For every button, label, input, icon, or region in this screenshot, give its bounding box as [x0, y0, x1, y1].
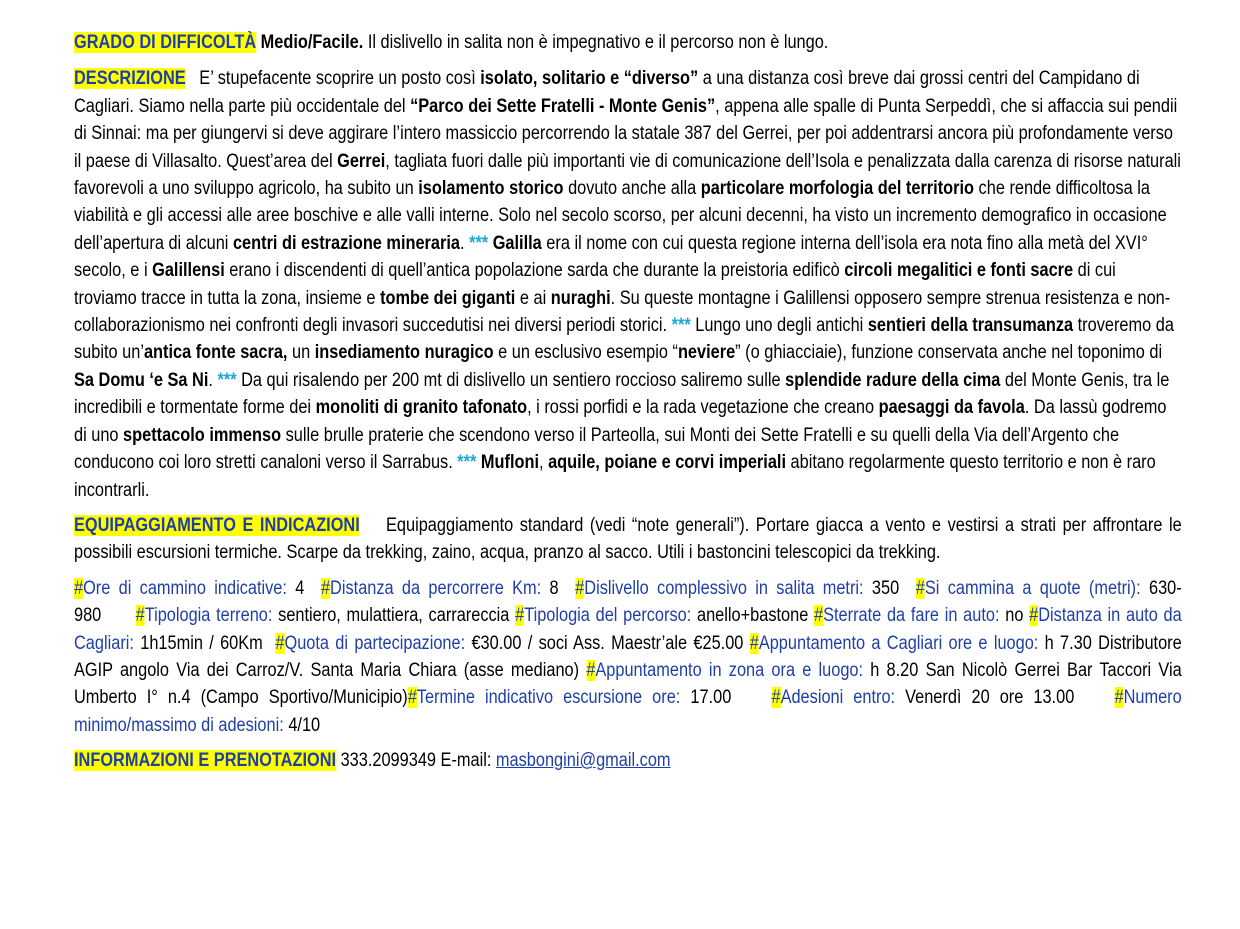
detail-value: sentiero, mulattiera, carrareccia: [272, 605, 510, 627]
description-bold: “Parco dei Sette Fratelli - Monte Genis”: [410, 95, 716, 117]
detail-value: 8: [541, 577, 559, 599]
description-text: e ai: [515, 287, 551, 309]
section-separator-stars: ***: [671, 315, 691, 337]
hash-marker: #: [586, 659, 596, 681]
description-text: abitano regolarmente questo territorio e non è raro incontrarli.: [74, 452, 1156, 501]
detail-item: #Distanza in auto da Cagliari: 1h15min / 60Km: [74, 605, 1182, 654]
hash-marker: #: [135, 605, 145, 627]
description-bold: nuraghi: [550, 287, 611, 309]
section-separator-stars: ***: [457, 452, 477, 474]
description-text: del Monte Genis, tra le incredibili e tormentate forme dei: [74, 369, 1170, 419]
description-text: un: [287, 342, 315, 364]
detail-label: Tipologia terreno: [144, 605, 268, 627]
hash-marker: #: [1029, 605, 1039, 627]
detail-value: h 8.20 San Nicolò Gerrei Bar Taccori Via Umberto I° n.4 (Campo Sportivo/Municipio): [74, 659, 1182, 709]
detail-label: Si cammina a quote (metri): [924, 577, 1137, 599]
description-text: era il nome con cui questa regione interna dell’isola era nota fino alla metà del XVI° secolo, e i: [74, 232, 1148, 282]
description-section: [74, 65, 1182, 504]
detail-label: Distanza da percorrere Km: [330, 577, 537, 599]
detail-value: 630-980: [74, 577, 1182, 627]
detail-label: Adesioni entro: [780, 687, 891, 709]
description-bold: Galillensi: [152, 260, 225, 282]
equipment-section: [74, 512, 1182, 567]
detail-item: #Appuntamento in zona ora e luogo: h 8.20 San Nicolò Gerrei Bar Taccori Via Umberto I° n.4 (Campo Sportivo/Municipio): [74, 659, 1182, 709]
description-bold: Gerrei: [337, 150, 386, 172]
description-bold: Mufloni: [480, 452, 539, 474]
section-separator-stars: ***: [217, 369, 237, 391]
description-bold: Galilla: [492, 232, 542, 254]
detail-label: Dislivello complessivo in salita metri: [584, 577, 860, 599]
description-bold: aquile, poiane e corvi imperiali: [548, 452, 786, 474]
detail-item: #Tipologia terreno: sentiero, mulattiera, carrareccia: [135, 605, 510, 627]
detail-label: Tipologia del percorso: [524, 605, 687, 627]
detail-label: Numero minimo/massimo di adesioni: [74, 687, 1182, 736]
detail-label: Distanza in auto da Cagliari: [74, 605, 1182, 654]
description-bold: circoli megalitici e fonti sacre: [844, 260, 1074, 282]
detail-label: Appuntamento a Cagliari ore e luogo: [758, 632, 1034, 654]
detail-item: #Si cammina a quote (metri): 630-980: [74, 577, 1182, 627]
hash-marker: #: [407, 687, 417, 709]
hash-marker: #: [320, 577, 331, 599]
description-text: che rende difficoltosa la viabilità e gli accessi alle aree boschive e alle valli interne. Solo nel secolo scorso, per alcuni decenni, ha visto un incremento demografico in occasione dell’apertura di alcuni: [74, 178, 1167, 254]
description-text: .: [460, 232, 470, 254]
document-page: [74, 29, 1182, 785]
hash-marker: #: [814, 605, 824, 627]
hash-marker: #: [1114, 687, 1124, 709]
detail-label: Quota di partecipazione: [284, 632, 461, 654]
detail-item: #Adesioni entro: Venerdì 20 ore 13.00: [771, 687, 1075, 709]
detail-value: anello+bastone: [691, 605, 809, 627]
hash-marker: #: [515, 605, 525, 627]
detail-value: 17.00: [680, 687, 732, 709]
detail-value: 4/10: [283, 714, 321, 736]
difficulty-section: [74, 29, 1182, 56]
equipment-heading: EQUIPAGGIAMENTO E INDICAZIONI: [74, 514, 360, 536]
detail-item: #Tipologia del percorso: anello+bastone: [515, 605, 809, 627]
description-text: . Da lassù godremo di uno: [74, 397, 1167, 446]
difficulty-heading: GRADO DI DIFFICOLTÀ: [74, 32, 257, 53]
description-text: a una distanza così breve dai grossi centri del Campidano di Cagliari. Siamo nella parte più occidentale del: [74, 68, 1140, 117]
description-heading: DESCRIZIONE: [74, 68, 186, 90]
description-text: E’ stupefacente scoprire un posto così: [199, 68, 481, 90]
description-bold: antica fonte sacra,: [143, 342, 288, 364]
description-text: dovuto anche alla: [563, 178, 701, 200]
description-text: Da qui risalendo per 200 mt di dislivello un sentiero roccioso saliremo sulle: [236, 369, 786, 391]
description-bold: monoliti di granito tafonato: [315, 397, 528, 419]
detail-label: Appuntamento in zona ora e luogo: [595, 659, 859, 681]
detail-item: #Dislivello complessivo in salita metri: 350: [575, 577, 900, 599]
description-text: e un esclusivo esempio “: [493, 342, 678, 364]
detail-item: #Sterrate da fare in auto: no: [814, 605, 1024, 627]
hash-marker: #: [915, 577, 925, 599]
trip-details-section: [74, 575, 1182, 739]
detail-item: #Numero minimo/massimo di adesioni: 4/10: [74, 687, 1182, 736]
description-bold: neviere: [677, 342, 736, 364]
description-bold: isolato, solitario e “diverso”: [480, 68, 699, 90]
detail-item: #Termine indicativo escursione ore: 17.00: [407, 687, 732, 709]
detail-value: €30.00 / soci Ass. Maestr’ale €25.00: [465, 632, 744, 654]
detail-label: Ore di cammino indicative: [83, 577, 283, 599]
detail-label: Termine indicativo escursione ore: [416, 687, 676, 709]
email-link[interactable]: masbongini@gmail.com: [495, 750, 671, 772]
hash-marker: #: [771, 687, 781, 709]
detail-value: 4: [286, 577, 305, 599]
description-bold: spettacolo immenso: [123, 424, 282, 446]
detail-value: 1h15min / 60Km: [133, 632, 263, 654]
section-separator-stars: ***: [469, 232, 489, 254]
info-heading: INFORMAZIONI E PRENOTAZIONI: [74, 750, 337, 772]
hash-marker: #: [575, 577, 585, 599]
description-bold: splendide radure della cima: [785, 369, 1001, 391]
detail-item: #Appuntamento a Cagliari ore e luogo: h 7.30 Distributore AGIP angolo Via dei Carroz/V. Santa Maria Chiara (asse mediano): [74, 632, 1182, 681]
contact-phone: 333.2099349 E-mail:: [336, 750, 496, 772]
description-bold: particolare morfologia del territorio: [700, 178, 975, 200]
hash-marker: #: [749, 632, 759, 654]
description-text: sulle brulle praterie che scendono verso il Parteolla, sui Monti dei Sette Fratelli e su quelli della Via dell’Argento che conducono coi loro stretti canaloni verso il Sarrabus.: [74, 424, 1120, 474]
detail-item: #Quota di partecipazione: €30.00 / soci Ass. Maestr’ale €25.00: [275, 632, 744, 654]
description-text: , tagliata fuori dalle più importanti vie di comunicazione dell’Isola e penalizzata dalla carenza di risorse naturali favorevoli a uno sviluppo agricolo, ha subito un: [74, 150, 1181, 200]
description-bold: paesaggi da favola: [878, 397, 1025, 419]
detail-item: #Ore di cammino indicative: 4: [74, 577, 305, 599]
info-section: [74, 747, 1182, 774]
description-text: Lungo uno degli antichi: [690, 315, 868, 337]
hash-marker: #: [74, 577, 84, 599]
detail-label: Sterrate da fare in auto: [823, 605, 995, 627]
description-bold: isolamento storico: [418, 178, 564, 200]
detail-value: no: [999, 605, 1024, 627]
difficulty-value: Medio/Facile.: [260, 32, 364, 53]
description-text: ” (o ghiacciaie), funzione conservata anche nel toponimo di: [735, 342, 1163, 364]
detail-value: h 7.30 Distributore AGIP angolo Via dei Carroz/V. Santa Maria Chiara (asse mediano): [74, 632, 1182, 681]
equipment-text: Equipaggiamento standard (vedi “note generali”). Portare giacca a vento e vestirsi a strati per affrontare le possibili escursioni termiche. Scarpe da trekking, zaino, acqua, pranzo al sacco. Utili i bastoncini telescopici da trekking.: [74, 514, 1182, 564]
description-text: di cui troviamo tracce in tutta la zona, insieme e: [74, 260, 1116, 309]
difficulty-text: Il dislivello in salita non è impegnativo e il percorso non è lungo.: [363, 32, 829, 53]
description-text: .: [208, 369, 218, 391]
description-bold: centri di estrazione mineraria: [232, 232, 461, 254]
description-bold: tombe dei giganti: [380, 287, 516, 309]
description-text: erano i discendenti di quell’antica popolazione sarda che durante la preistoria edificò: [224, 260, 845, 282]
description-bold: Sa Domu ‘e Sa Ni: [74, 369, 209, 391]
description-text: ,: [538, 452, 549, 474]
description-text: . Su queste montagne i Galillensi opposero sempre strenua resistenza e non-collaborazionismo nei confronti degli invasori succedutisi nei diversi periodi storici.: [74, 287, 1171, 337]
hash-marker: #: [275, 632, 285, 654]
description-bold: sentieri della transumanza: [867, 315, 1074, 337]
description-text: troveremo da subito un’: [74, 315, 1174, 364]
description-text: , appena alle spalle di Punta Serpeddì, che si affaccia sui pendii di Sinnai: ma per giungervi si deve aggirare l’intero massiccio percorrendo la statale 387 del Gerrei, per poi addentrarsi ancora più profondamente verso il paese di Villasalto. Quest’area del: [74, 95, 1178, 172]
detail-value: Venerdì 20 ore 13.00: [895, 687, 1075, 709]
detail-item: #Distanza da percorrere Km: 8: [320, 577, 559, 599]
description-bold: insediamento nuragico: [314, 342, 494, 364]
detail-value: 350: [863, 577, 900, 599]
description-text: , i rossi porfidi e la rada vegetazione che creano: [527, 397, 879, 419]
